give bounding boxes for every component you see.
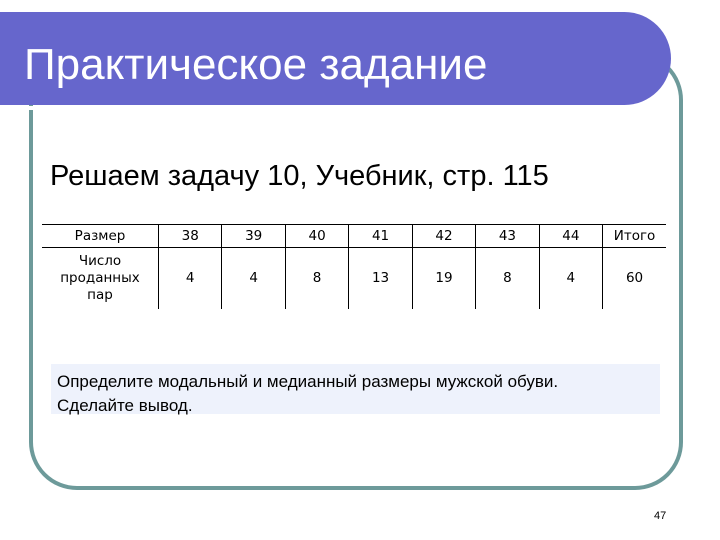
total-cell: 60: [603, 248, 666, 310]
row-label-line: Число: [78, 253, 122, 269]
header-size-cell: 44: [539, 225, 602, 248]
count-cell: 4: [539, 248, 602, 310]
task-box: [51, 364, 660, 414]
table-header-row: [42, 225, 666, 248]
row-label-line: пар: [87, 287, 113, 303]
header-size-cell: 40: [285, 225, 348, 248]
header-size-cell: 38: [159, 225, 222, 248]
header-total-label: Итого: [603, 225, 666, 248]
title-bar: [0, 12, 671, 105]
count-cell: 4: [222, 248, 285, 310]
header-size-cell: 39: [222, 225, 285, 248]
table-count-row: [42, 248, 666, 310]
header-size-label: Размер: [42, 225, 159, 248]
count-cell: 4: [159, 248, 222, 310]
row-label: [42, 248, 159, 310]
task-line: Сделайте вывод.: [57, 396, 193, 415]
count-cell: 8: [285, 248, 348, 310]
header-size-cell: 41: [349, 225, 412, 248]
slide-title: Практическое задание: [24, 40, 488, 89]
title-underline: [0, 106, 637, 110]
shoe-size-table: [42, 224, 666, 309]
row-label-line: проданных: [60, 270, 140, 286]
count-cell: 19: [412, 248, 475, 310]
count-cell: 8: [476, 248, 539, 310]
task-line: Определите модальный и медианный размеры мужской обуви.: [57, 372, 559, 391]
header-size-cell: 42: [412, 225, 475, 248]
slide-subtitle: Решаем задачу 10, Учебник, стр. 115: [50, 160, 549, 192]
page-number: 47: [654, 510, 667, 522]
count-cell: 13: [349, 248, 412, 310]
header-size-cell: 43: [476, 225, 539, 248]
